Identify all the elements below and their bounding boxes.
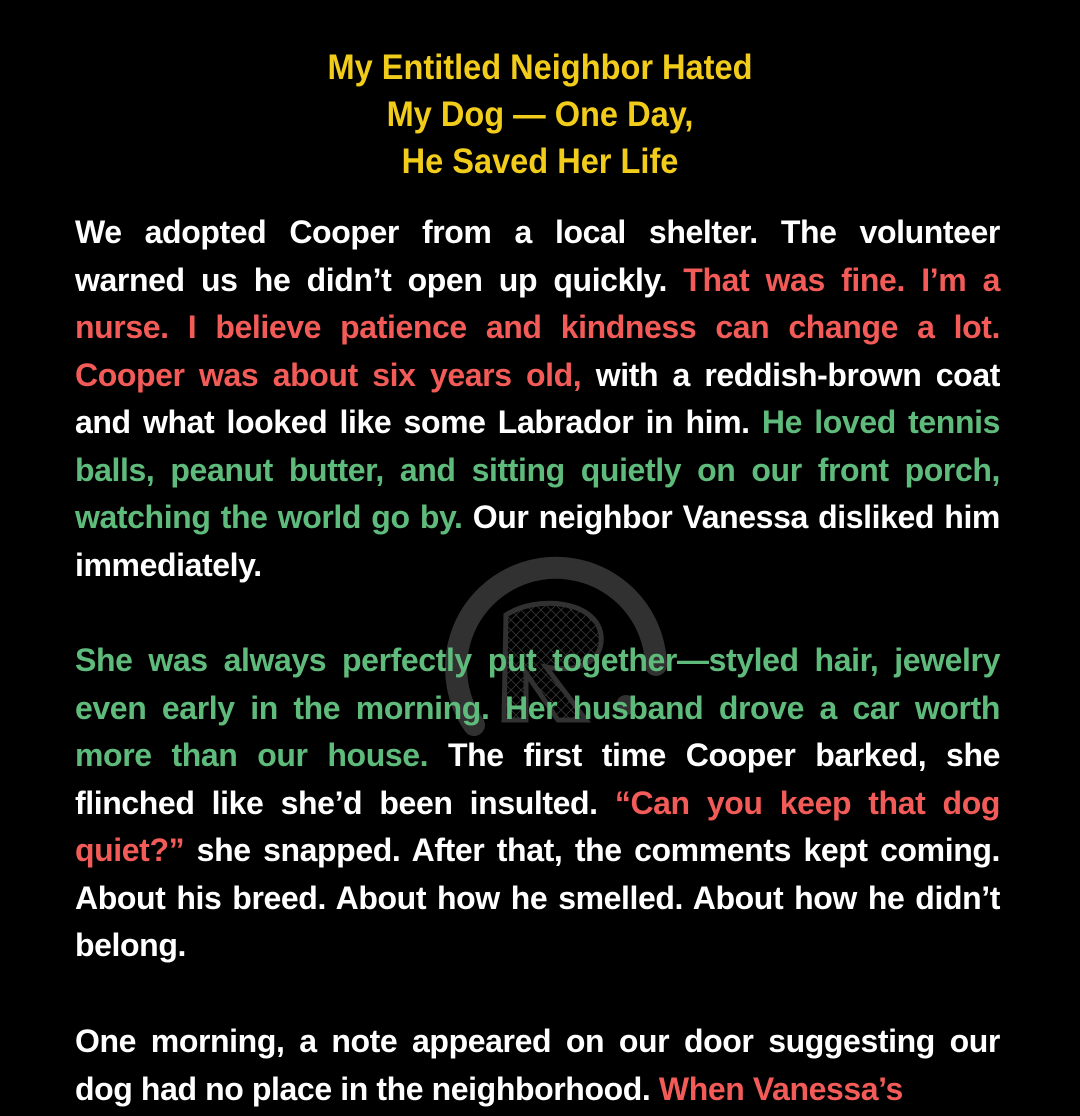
paragraph-1-sentence-1: We adopted Cooper from a local shelter. The volunteer warned us he didn’t open up quickly. [75, 214, 1000, 298]
paragraph-3-sentence-1: One morning, a note appeared on our door suggesting our dog had no place in the neighborhood. [75, 1023, 1000, 1107]
paragraph-3 [75, 1018, 1000, 1113]
paragraph-2-red-quote: “Can you keep that dog quiet?” [75, 784, 1000, 868]
paragraph-1-red-highlight: That was fine. I’m a nurse. I believe patience and kindness can change a lot. Cooper was about six years old, [75, 261, 1000, 393]
paragraph-1-sentence-3: with a reddish-brown coat and what looked like some Labrador in him. [75, 356, 1000, 440]
title-line-1: My Entitled Neighbor Hated [327, 48, 753, 87]
paragraph-2-green-highlight: She was always perfectly put together—styled hair, jewelry even early in the morning. Her husband drove a car worth more than our house. [75, 642, 1000, 773]
paragraph-2-sentence-2: The first time Cooper barked, she flinched like she’d been insulted. [75, 737, 1000, 821]
paragraph-1 [75, 209, 1000, 589]
paragraph-2 [75, 637, 1000, 970]
paragraph-1-green-highlight: He loved tennis balls, peanut butter, and sitting quietly on our front porch, watching the world go by. [75, 404, 1000, 535]
story-title [38, 44, 1042, 185]
title-line-3: He Saved Her Life [401, 142, 679, 181]
paragraph-3-red-highlight: When Vanessa’s [658, 1070, 903, 1107]
paragraph-1-sentence-5: Our neighbor Vanessa disliked him immediately. [75, 499, 1000, 583]
title-line-2: My Dog — One Day, [386, 95, 694, 134]
paragraph-2-sentence-4: she snapped. After that, the comments kept coming. About his breed. About how he smelled. About how he didn’t belong. [75, 832, 1000, 963]
